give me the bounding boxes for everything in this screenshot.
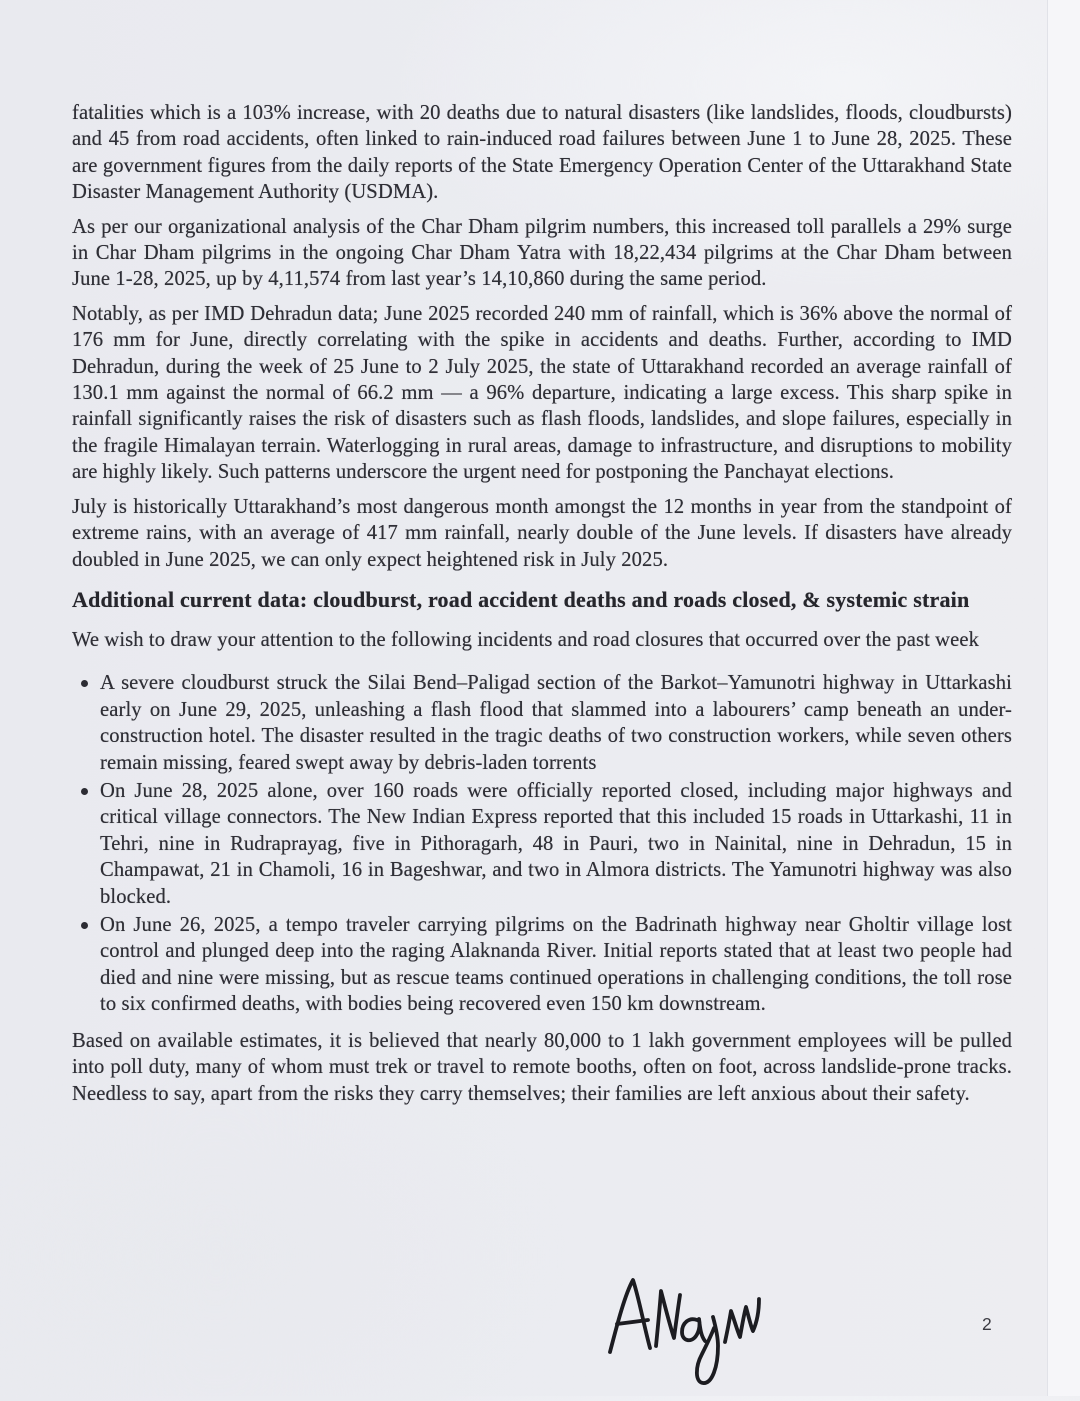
paragraph-intro-incidents: We wish to draw your attention to the following incidents and road closures that occurred over the past week bbox=[72, 629, 979, 652]
section-heading: Additional current data: cloudburst, road accident deaths and roads closed, & systemic strain bbox=[72, 586, 970, 612]
document-page bbox=[72, 100, 1012, 1115]
bullet-roads-closed: On June 28, 2025 alone, over 160 roads were officially reported closed, including major highways and critical village connectors. The New Indian Express reported that this included 15 roads in Uttarkashi, 11 in Tehri, nine in Rudraprayag, five in Pithoragarh, 48 in Pauri, two in Nainital, nine in Dehradun, 15 in Champawat, 21 in Chamoli, 16 in Bageshwar, and two in Almora districts. The Yamunotri highway was also blocked. bbox=[72, 778, 1012, 910]
paragraph-poll-duty: Based on available estimates, it is believed that nearly 80,000 to 1 lakh government employees will be pulled into poll duty, many of whom must trek or travel to remote booths, often on foot, across landslide-prone tracks. Needless to say, apart from the risks they carry themselves; their families are left anxious about their safety. bbox=[72, 1029, 1012, 1105]
handwritten-signature-icon bbox=[598, 1268, 773, 1396]
bullet-cloudburst-silai-bend: A severe cloudburst struck the Silai Bend–Paligad section of the Barkot–Yamunotri highway in Uttarkashi early on June 29, 2025, unleashing a flash flood that slammed into a labourers’ camp beneath an under-construction hotel. The disaster resulted in the tragic deaths of two construction workers, while seven others remain missing, feared swept away by debris-laden torrents bbox=[72, 670, 1012, 776]
incident-bullet-list bbox=[72, 670, 1012, 1017]
signature bbox=[598, 1268, 773, 1396]
page-number: 2 bbox=[982, 1314, 992, 1334]
bullet-tempo-traveler: On June 26, 2025, a tempo traveler carrying pilgrims on the Badrinath highway near Gholtir village lost control and plunged deep into the raging Alaknanda River. Initial reports stated that at least two people had died and nine were missing, but as rescue teams continued operations in challenging conditions, the toll rose to six confirmed deaths, with bodies being recovered even 150 km downstream. bbox=[72, 912, 1012, 1018]
paragraph-july-risk: July is historically Uttarakhand’s most dangerous month amongst the 12 months in year from the standpoint of extreme rains, with an average of 417 mm rainfall, nearly double of the June levels. If disasters have already doubled in June 2025, we can only expect heightened risk in July 2025. bbox=[72, 495, 1012, 571]
paragraph-imd-rainfall: Notably, as per IMD Dehradun data; June 2025 recorded 240 mm of rainfall, which is 36% above the normal of 176 mm for June, directly correlating with the spike in accidents and deaths. Further, according to IMD Dehradun, during the week of 25 June to 2 July 2025, the state of Uttarakhand recorded an average rainfall of 130.1 mm against the normal of 66.2 mm — a 96% departure, indicating a large excess. This sharp spike in rainfall significantly raises the risk of disasters such as flash floods, landslides, and slope failures, especially in the fragile Himalayan terrain. Waterlogging in rural areas, damage to infrastructure, and disruptions to mobility are highly likely. Such patterns underscore the urgent need for postponing the Panchayat elections. bbox=[72, 302, 1012, 484]
paragraph-fatalities: fatalities which is a 103% increase, with 20 deaths due to natural disasters (like landslides, floods, cloudbursts) and 45 from road accidents, often linked to rain-induced road failures between June 1 to June 28, 2025. These are government figures from the daily reports of the State Emergency Operation Center of the Uttarakhand State Disaster Management Authority (USDMA). bbox=[72, 102, 1012, 204]
paragraph-char-dham: As per our organizational analysis of the Char Dham pilgrim numbers, this increased toll parallels a 29% surge in Char Dham pilgrims in the ongoing Char Dham Yatra with 18,22,434 pilgrims at the Char Dham between June 1-28, 2025, up by 4,11,574 from last year’s 14,10,860 during the same period. bbox=[72, 215, 1012, 291]
scan-edge-strip bbox=[1047, 0, 1080, 1396]
